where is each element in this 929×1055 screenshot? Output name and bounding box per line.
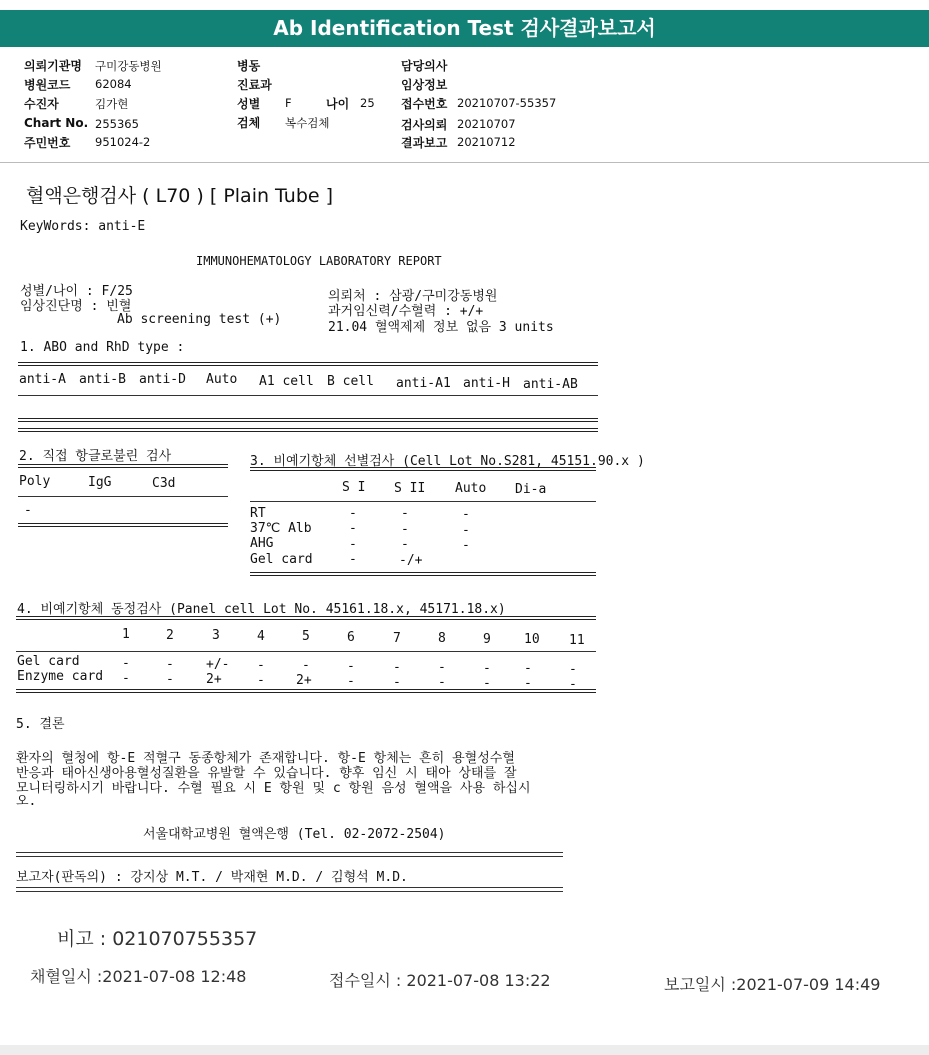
section1-col-rule (18, 395, 598, 396)
s4-col-8: 8 (438, 631, 446, 646)
section2-end-rule (18, 523, 228, 527)
diagnosis-line: 임상진단명 : 빈혈 (20, 299, 132, 314)
age-label: 나이 (326, 97, 350, 111)
s1-col-anti-a1: anti-A1 (396, 376, 451, 391)
s1-col-anti-d: anti-D (139, 372, 186, 387)
s2-col-igg: IgG (88, 475, 112, 490)
section1-end-rule-2 (18, 428, 598, 432)
s4-cell-r1-c1: - (122, 656, 130, 671)
s3-ahg-auto: - (462, 538, 470, 553)
section3-col-rule (250, 501, 596, 502)
s4-cell-r1-c9: - (483, 661, 491, 676)
s4-cell-r2-c7: - (393, 675, 401, 690)
s1-col-a1-cell: A1 cell (259, 374, 314, 389)
s4-col-4: 4 (257, 629, 265, 644)
receipt-no-value: 20210707-55357 (457, 96, 557, 110)
s4-cell-r1-c6: - (347, 659, 355, 674)
report-date-value: 20210712 (457, 135, 516, 149)
s3-row-37alb: 37℃ Alb (250, 521, 312, 536)
hospital-code-label: 병원코드 (24, 78, 71, 92)
s4-row-gel-card: Gel card (17, 654, 80, 669)
hospital-contact: 서울대학교병원 혈액은행 (Tel. 02-2072-2504) (143, 827, 446, 842)
s3-37alb-auto: - (462, 523, 470, 538)
s4-cell-r2-c1: - (122, 671, 130, 686)
request-date-value: 20210707 (457, 117, 516, 131)
s2-col-poly: Poly (19, 474, 51, 489)
s4-cell-r2-c5: 2+ (296, 673, 312, 688)
conclusion-line-2: 반응과 태아신생아용혈성질환을 유발할 수 있습니다. 향후 임신 시 태아 상태를 잘 (16, 766, 517, 781)
sex-value: F (285, 96, 292, 110)
section1-title: 1. ABO and RhD type : (20, 340, 185, 355)
s3-row-gel-card: Gel card (250, 552, 313, 567)
resident-no-label: 주민번호 (24, 136, 71, 150)
section5-title: 5. 결론 (16, 717, 65, 732)
section4-end-rule (16, 689, 596, 693)
patient-value: 김가현 (95, 97, 129, 111)
ward-label: 병동 (237, 59, 261, 73)
collected-datetime: 채혈일시 :2021-07-08 12:48 (30, 967, 247, 986)
s3-col-auto: Auto (455, 481, 487, 496)
s1-col-anti-a: anti-A (19, 372, 66, 387)
s2-col-c3d: C3d (152, 476, 176, 491)
patient-label: 수진자 (24, 97, 59, 111)
s3-col-s2: S II (394, 481, 426, 496)
conclusion-line-1: 환자의 혈청에 항-E 적혈구 동종항체가 존재합니다. 항-E 항체는 흔히 용혈성수혈 (16, 751, 515, 766)
s4-col-7: 7 (393, 631, 401, 646)
resident-no-value: 951024-2 (95, 135, 151, 149)
section4-col-rule (16, 651, 596, 652)
s1-col-anti-ab: anti-AB (523, 377, 578, 392)
specimen-label: 검체 (237, 116, 261, 130)
reported-datetime: 보고일시 :2021-07-09 14:49 (664, 975, 881, 994)
s4-col-6: 6 (347, 630, 355, 645)
s4-cell-r1-c10: - (524, 661, 532, 676)
sex-label: 성별 (237, 97, 261, 111)
header-divider (0, 162, 929, 163)
s3-37alb-s2: - (401, 522, 409, 537)
reporter-rule-bottom-2 (16, 891, 563, 892)
section3-title: 3. 비예기항체 선별검사 (Cell Lot No.S281, 45151.90.x ) (250, 454, 645, 469)
s4-cell-r2-c10: - (524, 676, 532, 691)
doctor-label: 담당의사 (401, 59, 448, 73)
s4-cell-r1-c5: - (302, 658, 310, 673)
s4-col-5: 5 (302, 629, 310, 644)
section3-rule (250, 467, 596, 471)
hospital-code-value: 62084 (95, 77, 132, 91)
s3-row-ahg: AHG (250, 536, 274, 551)
history-line-2: 21.04 혈액제제 정보 없음 3 units (328, 320, 554, 335)
s4-cell-r1-c7: - (393, 660, 401, 675)
s3-col-s1: S I (342, 480, 366, 495)
s4-col-3: 3 (212, 628, 220, 643)
conclusion-line-4: 오. (16, 794, 37, 809)
s1-col-anti-h: anti-H (463, 376, 510, 391)
hospital-name-value: 구미강동병원 (95, 59, 162, 73)
s3-ahg-s1: - (349, 537, 357, 552)
origin-line: 의뢰처 : 삼광/구미강동병원 (328, 289, 498, 304)
s3-rt-s1: - (349, 506, 357, 521)
received-datetime: 접수일시 : 2021-07-08 13:22 (329, 971, 551, 990)
s4-row-enzyme-card: Enzyme card (17, 669, 104, 684)
s3-rt-s2: - (401, 506, 409, 521)
s1-col-b-cell: B cell (327, 374, 374, 389)
s4-cell-r1-c3: +/- (206, 657, 230, 672)
s3-gel-s2: -/+ (399, 553, 423, 568)
lab-title: IMMUNOHEMATOLOGY LABORATORY REPORT (196, 254, 442, 268)
conclusion-line-3: 모니터링하시기 바랍니다. 수혈 필요 시 E 항원 및 c 항원 음성 혈액을 사용 하십시 (16, 781, 531, 796)
s3-rt-auto: - (462, 507, 470, 522)
request-date-label: 검사의뢰 (401, 118, 448, 132)
s4-cell-r1-c2: - (166, 657, 174, 672)
s4-cell-r2-c6: - (347, 674, 355, 689)
section1-rule (18, 362, 598, 366)
specimen-value: 복수검체 (285, 116, 330, 130)
section2-col-rule (18, 496, 228, 497)
s3-col-dia: Di-a (515, 482, 547, 497)
department-label: 진료과 (237, 78, 272, 92)
s2-value: - (24, 503, 32, 518)
s4-cell-r2-c8: - (438, 675, 446, 690)
s4-col-10: 10 (524, 632, 540, 647)
clinical-info-label: 임상정보 (401, 78, 448, 92)
sex-age-line: 성별/나이 : F/25 (20, 284, 133, 299)
s4-cell-r2-c3: 2+ (206, 672, 222, 687)
section1-end-rule (18, 418, 598, 422)
chart-no-value: 255365 (95, 117, 139, 131)
s4-col-2: 2 (166, 628, 174, 643)
s3-gel-s1: - (349, 552, 357, 567)
s4-col-11: 11 (569, 633, 585, 648)
s3-ahg-s2: - (401, 537, 409, 552)
s4-cell-r1-c4: - (257, 658, 265, 673)
hospital-name-label: 의뢰기관명 (24, 59, 82, 73)
section4-rule (16, 616, 596, 620)
s4-cell-r2-c4: - (257, 673, 265, 688)
s4-cell-r1-c8: - (438, 660, 446, 675)
chart-no-label: Chart No. (24, 116, 89, 130)
report-banner-title: Ab Identification Test 검사결과보고서 (0, 10, 929, 47)
s3-row-rt: RT (250, 506, 266, 521)
s4-col-9: 9 (483, 632, 491, 647)
note-line: 비고 : 021070755357 (57, 928, 258, 950)
s1-col-auto: Auto (206, 372, 238, 387)
report-date-label: 결과보고 (401, 136, 448, 150)
diagnosis-line-2: Ab screening test (+) (117, 312, 282, 327)
section4-title: 4. 비예기항체 동정검사 (Panel cell Lot No. 45161.18.x, 45171.18.x) (17, 602, 506, 617)
history-line: 과거임신력/수혈력 : +/+ (328, 304, 484, 319)
s4-cell-r2-c11: - (569, 677, 577, 692)
s4-col-1: 1 (122, 627, 130, 642)
s3-37alb-s1: - (349, 521, 357, 536)
reporter-rule-top (16, 852, 563, 853)
s4-cell-r1-c11: - (569, 662, 577, 677)
reporter-rule-top-2 (16, 856, 563, 857)
section2-title: 2. 직접 항글로불린 검사 (19, 449, 172, 464)
s1-col-anti-b: anti-B (79, 372, 126, 387)
s4-cell-r2-c2: - (166, 672, 174, 687)
test-title: 혈액은행검사 ( L70 ) [ Plain Tube ] (26, 185, 334, 207)
reporter-rule-bottom (16, 887, 563, 888)
keywords: KeyWords: anti-E (20, 219, 146, 234)
reporter-line: 보고자(판독의) : 강지상 M.T. / 박재현 M.D. / 김형석 M.D. (16, 870, 408, 885)
page-bottom-band (0, 1045, 929, 1055)
age-value: 25 (360, 96, 375, 110)
s4-cell-r2-c9: - (483, 676, 491, 691)
receipt-no-label: 접수번호 (401, 97, 448, 111)
section3-end-rule (250, 572, 596, 576)
section2-rule (18, 464, 228, 468)
